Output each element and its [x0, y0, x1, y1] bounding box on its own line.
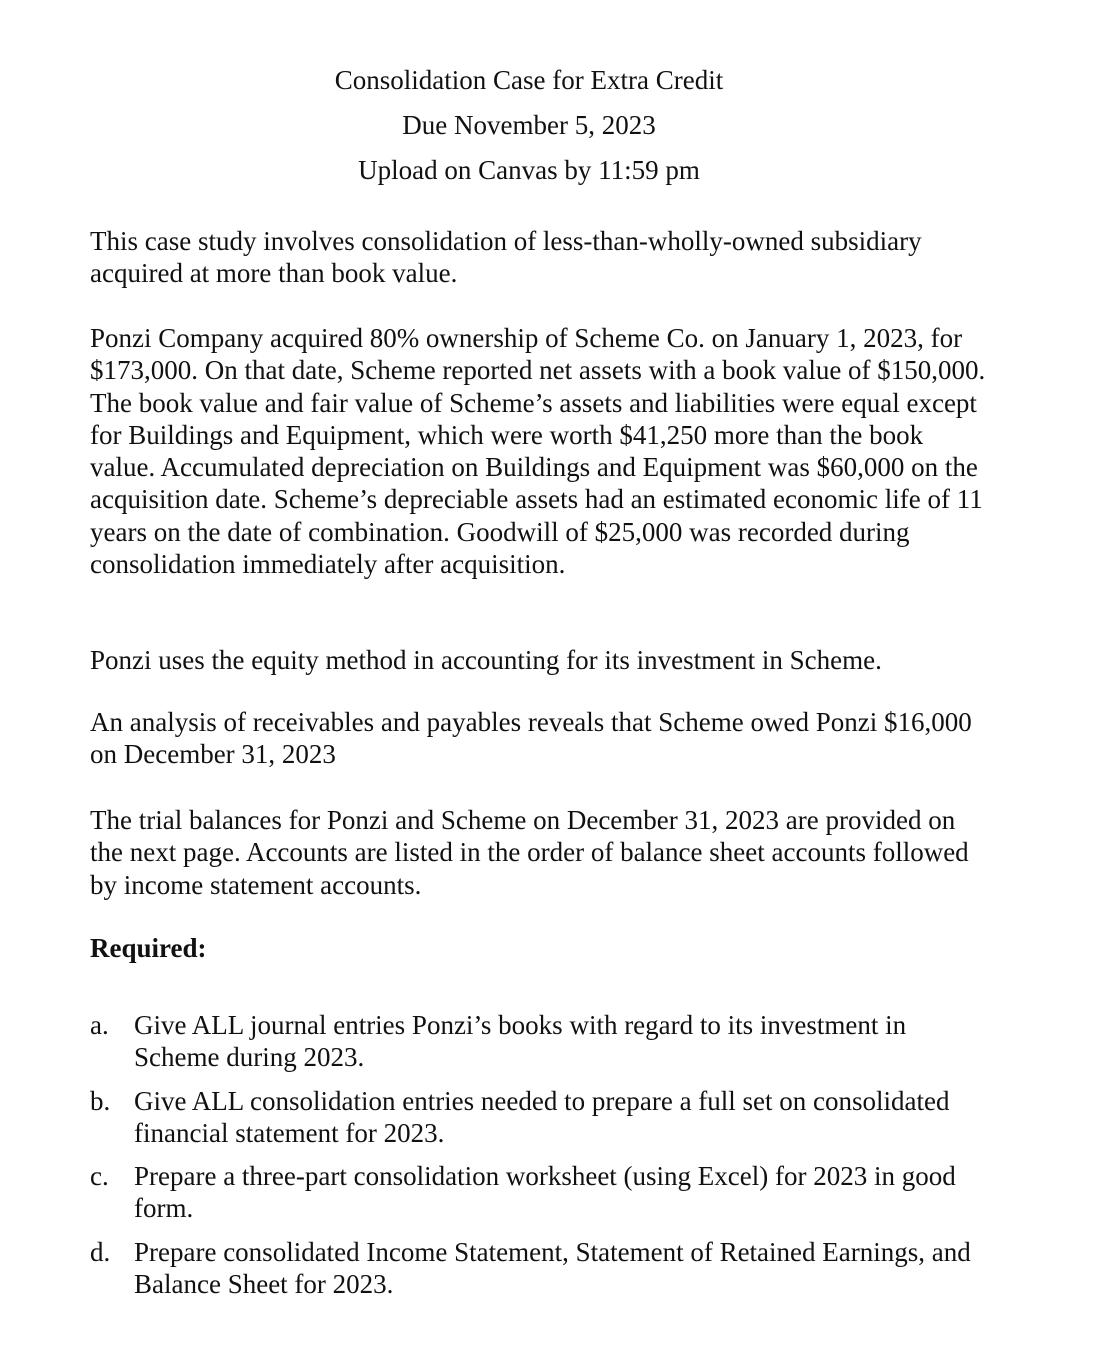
required-item-text: Give ALL consolidation entries needed to prepare a full set on consolidated financial statement for 2023.: [134, 1085, 950, 1148]
required-item-text: Prepare consolidated Income Statement, Statement of Retained Earnings, and Balance Sheet for 2023.: [134, 1236, 971, 1300]
document-title: Consolidation Case for Extra Credit: [334, 65, 724, 95]
list-marker: c.: [90, 1161, 109, 1192]
document-header: [0, 58, 1100, 193]
upload-instructions: Upload on Canvas by 11:59 pm: [358, 155, 700, 185]
required-item-text: Prepare a three-part consolidation worksheet (using Excel) for 2023 in good form.: [134, 1161, 956, 1224]
required-item-a: [90, 1009, 990, 1074]
required-heading: Required:: [90, 933, 207, 963]
list-marker: d.: [90, 1236, 111, 1267]
required-item-d: [90, 1236, 990, 1301]
required-item-text: Give ALL journal entries Ponzi’s books with regard to its investment in Scheme during 2023.: [134, 1010, 907, 1073]
due-date: Due November 5, 2023: [402, 110, 656, 140]
acquisition-paragraph: Ponzi Company acquired 80% ownership of Scheme Co. on January 1, 2023, for $173,000. On that date, Scheme reported net assets with a book value of $150,000. The book value and fair value of Scheme’s assets and liabilities were equal except for Buildings and Equipment, which were worth $41,250 more than the book value. Accumulated depreciation on Buildings and Equipment was $60,000 on the acquisition date. Scheme’s depreciable assets had an estimated economic life of 11 years on the date of combination. Goodwill of $25,000 was recorded during consolidation immediately after acquisition.: [90, 323, 986, 580]
list-marker: b.: [90, 1085, 111, 1116]
intro-paragraph: This case study involves consolidation of less-than-wholly-owned subsidiary acquired at more than book value.: [90, 226, 922, 289]
equity-method-paragraph: Ponzi uses the equity method in accounting for its investment in Scheme.: [90, 645, 882, 675]
required-item-c: [90, 1160, 990, 1225]
receivables-paragraph: An analysis of receivables and payables reveals that Scheme owed Ponzi $16,000 on December 31, 2023: [90, 707, 972, 770]
required-item-b: [90, 1085, 990, 1150]
trial-balances-paragraph: The trial balances for Ponzi and Scheme on December 31, 2023 are provided on the next page. Accounts are listed in the order of balance sheet accounts followed by income statement accounts.: [90, 805, 969, 900]
required-list: [90, 1009, 990, 1311]
list-marker: a.: [90, 1010, 109, 1040]
